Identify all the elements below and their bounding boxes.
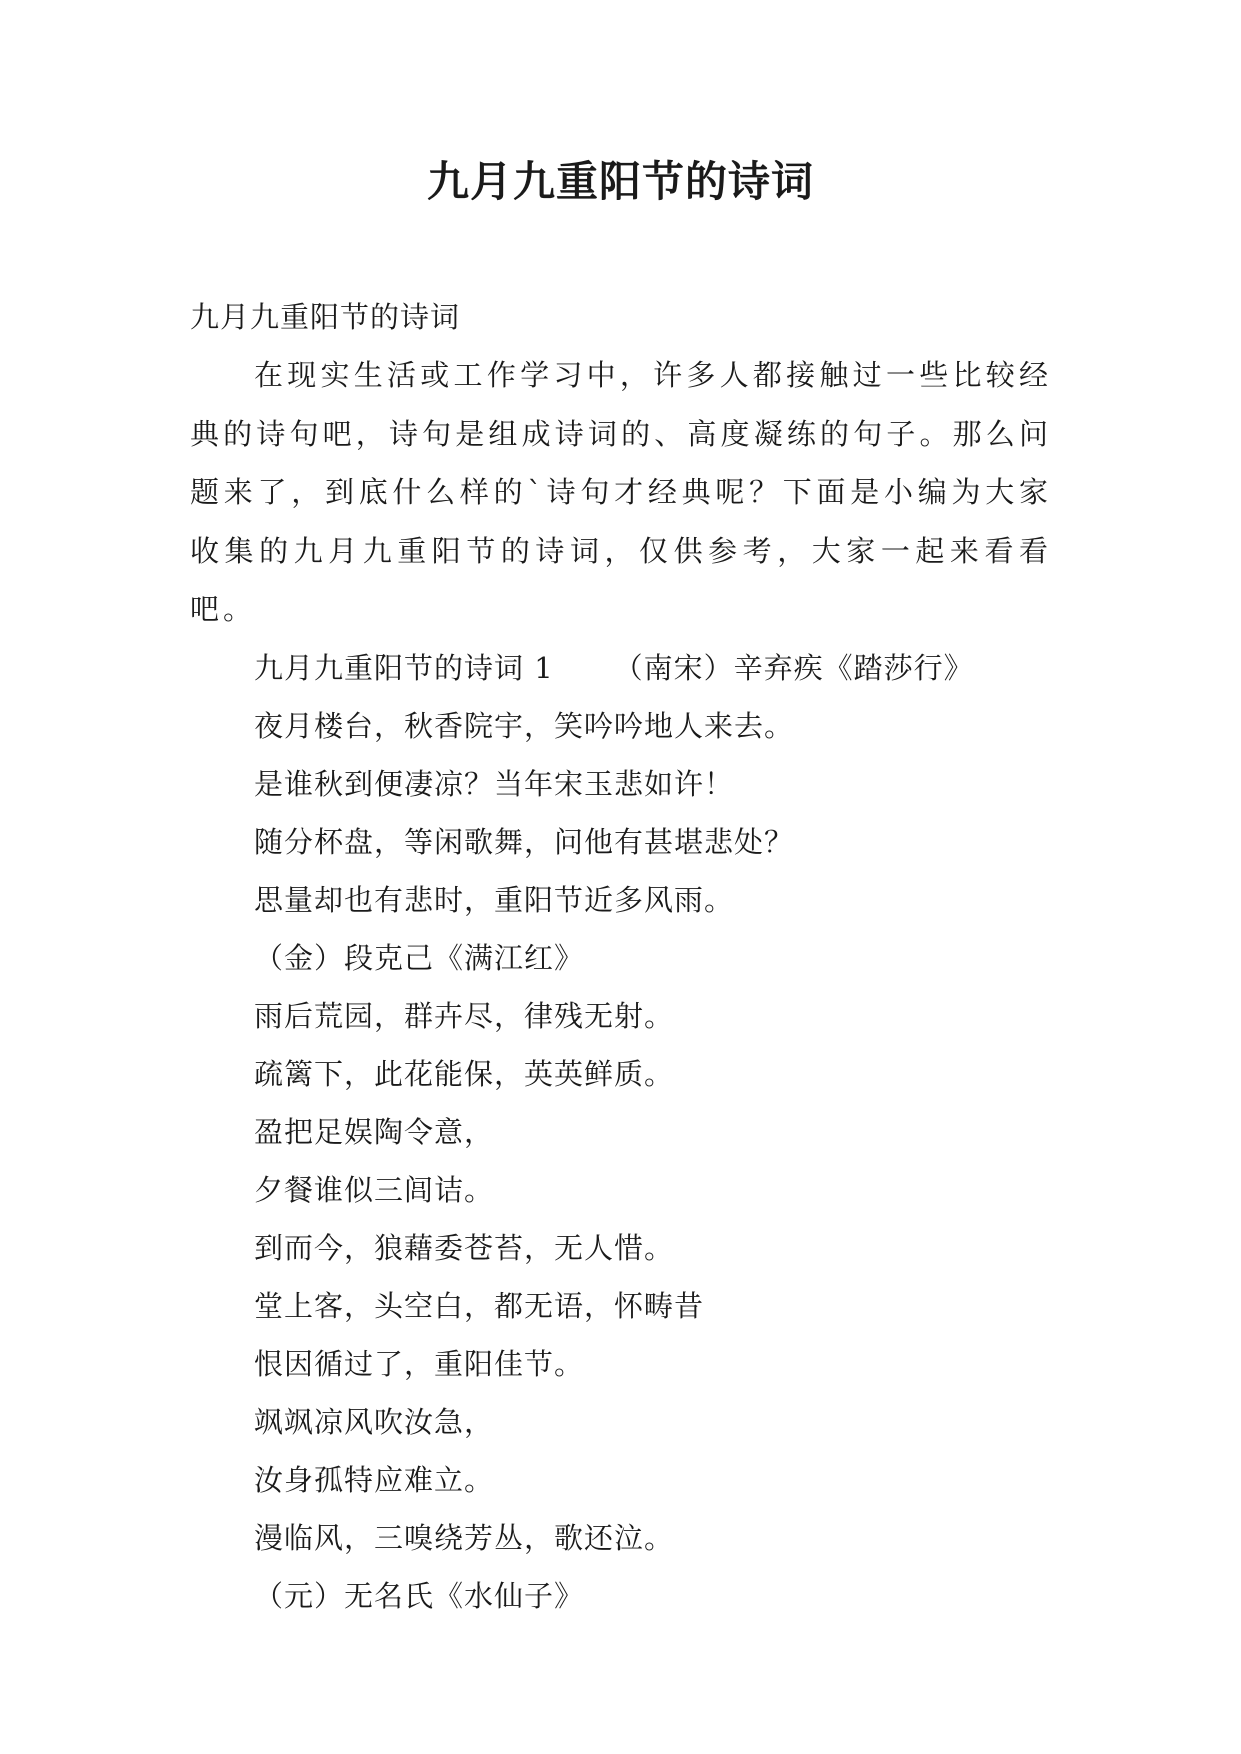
poem-line: 夕餐谁似三闾诘。 bbox=[254, 1172, 495, 1207]
poem-line: 思量却也有悲时，重阳节近多风雨。 bbox=[254, 882, 735, 917]
poem-author-3: （元）无名氏《水仙子》 bbox=[254, 1578, 585, 1613]
section-heading-label: 九月九重阳节的诗词 1 bbox=[254, 650, 554, 685]
section-heading-1 bbox=[190, 639, 1052, 697]
poem-line: 汝身孤特应难立。 bbox=[254, 1462, 495, 1497]
poem-line: 是谁秋到便凄凉？当年宋玉悲如许！ bbox=[254, 766, 735, 801]
poem-line: 雨后荒园，群卉尽，律残无射。 bbox=[254, 998, 675, 1033]
poem-line: 疏篱下，此花能保，英英鲜质。 bbox=[254, 1056, 675, 1091]
poem-author-1: （南宋）辛弃疾《踏莎行》 bbox=[613, 650, 974, 685]
poem-author-2: （金）段克己《满江红》 bbox=[254, 940, 585, 975]
poem-line: 恨因循过了，重阳佳节。 bbox=[254, 1346, 585, 1381]
poem-line: 到而今，狼藉委苍苔，无人惜。 bbox=[254, 1230, 675, 1265]
poem-line: 漫临风，三嗅绕芳丛，歌还泣。 bbox=[254, 1520, 675, 1555]
poem-line: 盈把足娱陶令意， bbox=[254, 1114, 495, 1149]
document-subtitle: 九月九重阳节的诗词 bbox=[190, 300, 461, 334]
poem-line: 堂上客，头空白，都无语，怀畴昔 bbox=[254, 1288, 705, 1323]
poem-line: 随分杯盘，等闲歌舞，问他有甚堪悲处？ bbox=[254, 824, 795, 859]
poem-line: 飒飒凉风吹汝急， bbox=[254, 1404, 495, 1439]
document-title: 九月九重阳节的诗词 bbox=[426, 157, 814, 206]
intro-paragraph: 在现实生活或工作学习中，许多人都接触过一些比较经典的诗句吧，诗句是组成诗词的、高度凝练的句子。那么问题来了，到底什么样的`诗句才经典呢？下面是小编为大家收集的九月九重阳节的诗词，仅供参考，大家一起来看看吧。 bbox=[190, 358, 1052, 626]
poem-line: 夜月楼台，秋香院宇，笑吟吟地人来去。 bbox=[254, 708, 795, 743]
document-body bbox=[190, 288, 1052, 1625]
